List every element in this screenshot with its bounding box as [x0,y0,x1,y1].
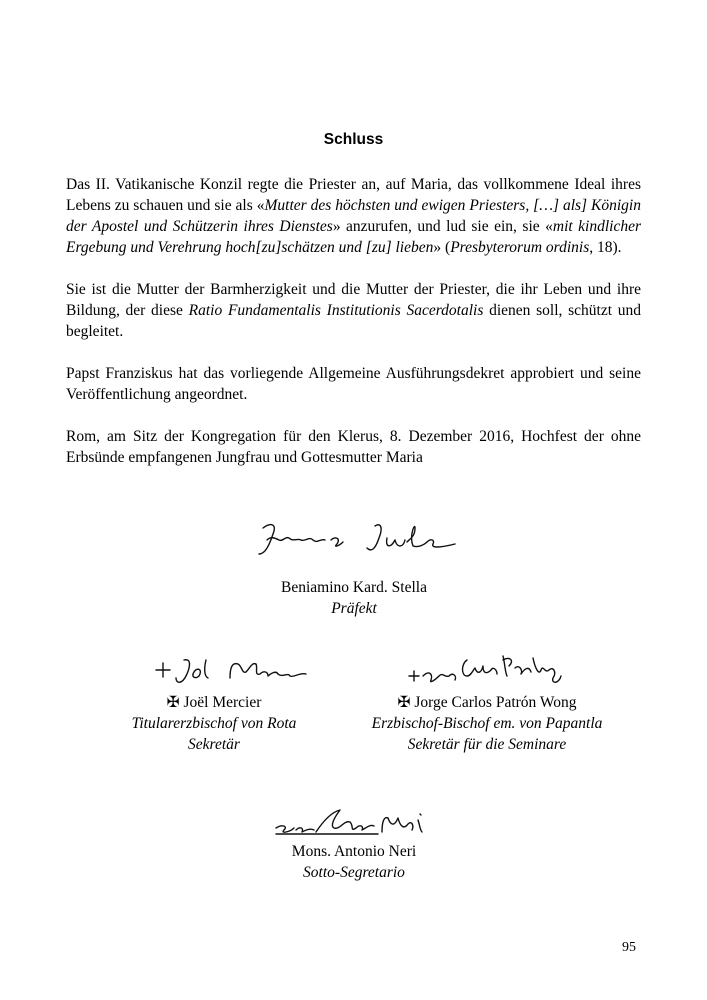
italic-run: mit kindlicher Ergebung und Verehrung hoch[zu]schätzen und [zu] lieben [66,218,642,256]
page-number: 95 [622,940,636,955]
signature-stella [255,518,460,560]
text-run: » ( [433,239,451,256]
text-run: dienen soll, schützt und begleitet. [66,302,642,340]
signatory-name: Mons. Antonio Neri [291,843,417,860]
signatory-role: Titularerzbischof von Rota [131,715,297,732]
signatory-role: Präfekt [331,600,377,617]
italic-run: Presbyterorum ordinis [450,239,590,256]
paragraph [66,363,641,405]
text-run: » anzurufen, und lud sie ein, sie « [332,218,553,235]
italic-run: Mutter des höchsten und ewigen Priesters, […] als] Königin der Apostel und Schützerin ihres Dienstes [66,197,641,235]
signature-neri [270,806,435,840]
text-run: , 18). [589,239,622,256]
section-heading: Schluss [323,131,384,148]
signatory-name: ✠ Joël Mercier [166,694,262,711]
signatory-prefect [204,577,504,619]
signatory-seminary-secretary [332,692,642,755]
signature-patron-wong [405,650,565,690]
signatory-name: Beniamino Kard. Stella [281,579,427,596]
paragraph [66,426,641,468]
text-run: Rom, am Sitz der Kongregation für den Klerus, 8. Dezember 2016, Hochfest der ohne Erbsünde empfangenen Jungfrau und Gottesmutter Maria [66,428,641,466]
text-run: Das II. Vatikanische Konzil regte die Priester an, auf Maria, das vollkommene Ideal ihres Lebens zu schauen und sie als « [66,176,641,214]
signatory-name: ✠ Jorge Carlos Patrón Wong [397,694,577,711]
body-text [66,174,641,489]
paragraph [66,174,641,258]
signature-mercier [150,652,325,688]
signatory-role: Sotto-Segretario [303,864,405,881]
italic-run: Ratio Fundamentalis Institutionis Sacerdotalis [188,302,484,319]
paragraph [66,279,641,342]
signatory-role: Sekretär für die Seminare [407,736,567,753]
text-run: Sie ist die Mutter der Barmherzigkeit und die Mutter der Priester, die ihr Leben und ihre Bildung, der diese [66,281,641,319]
signatory-role: Sekretär [188,736,240,753]
signatory-role: Erzbischof-Bischof em. von Papantla [371,715,603,732]
signatory-undersecretary [204,841,504,883]
signatory-secretary [64,692,364,755]
text-run: Papst Franziskus hat das vorliegende Allgemeine Ausführungsdekret approbiert und seine Veröffentlichung angeordnet. [66,365,641,403]
